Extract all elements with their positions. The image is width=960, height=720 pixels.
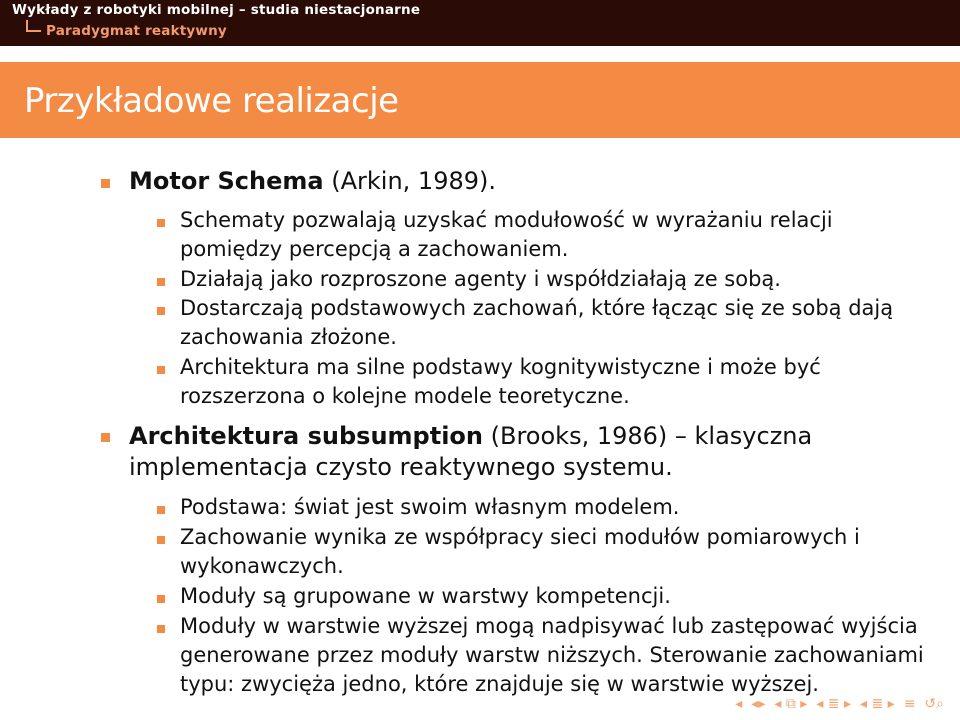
bullet-icon: [157, 366, 165, 374]
bullet-icon: [157, 278, 165, 286]
sub-item: Architektura ma silne podstawy kognitywistyczne i może być: [180, 355, 821, 379]
sub-item: Podstawa: świat jest swoim własnym modelem.: [180, 495, 680, 519]
nav-next-icon[interactable]: ◂ ≣ ▸: [816, 696, 851, 712]
beamer-navigation: [735, 694, 944, 714]
item-bold: Motor Schema: [129, 167, 324, 195]
sub-item: Zachowanie wynika ze współpracy sieci modułów pomiarowych i: [180, 525, 860, 549]
title-bar: [0, 62, 960, 138]
sub-item: Schematy pozwalają uzyskać modułowość w wyrażaniu relacji: [180, 208, 833, 232]
nav-search-icon[interactable]: ↺⌕: [924, 696, 944, 712]
slide-title: Przykładowe realizacje: [24, 81, 399, 121]
sub-item-cont: generowane przez moduły warstw niższych. Sterowanie zachowaniami: [180, 643, 924, 667]
bullet-icon: [157, 506, 165, 514]
bullet-icon: [157, 625, 165, 633]
sub-item: Moduły są grupowane w warstwy kompetencji.: [180, 584, 671, 608]
list-item-cont: implementacja czysto reaktywnego systemu.: [129, 453, 673, 481]
bullet-icon: [157, 536, 165, 544]
sub-item-cont: wykonawczych.: [180, 554, 344, 578]
bullet-icon: [157, 595, 165, 603]
nav-first-icon[interactable]: ◂: [735, 696, 743, 712]
tree-connector: [26, 20, 41, 32]
sub-item-cont: pomiędzy percepcją a zachowaniem.: [180, 237, 569, 261]
sub-item: Dostarczają podstawowych zachowań, które łącząc się ze sobą dają: [180, 296, 894, 320]
list-item: [129, 422, 812, 450]
header-bar: [0, 0, 960, 46]
nav-section-icon[interactable]: ◂ ≣ ▸: [860, 696, 895, 712]
bullet-icon: [101, 433, 110, 442]
item-text: (Brooks, 1986) – klasyczna: [483, 422, 813, 450]
sub-item: Działają jako rozproszone agenty i współdziałają ze sobą.: [180, 267, 781, 291]
item-text: (Arkin, 1989).: [323, 167, 496, 195]
section-title[interactable]: Paradygmat reaktywny: [46, 23, 227, 39]
item-bold: Architektura subsumption: [129, 422, 483, 450]
nav-prev-icon[interactable]: ◂▸: [751, 696, 766, 712]
sub-item-cont: zachowania złożone.: [180, 325, 397, 349]
bullet-icon: [101, 179, 110, 188]
sub-item-cont: rozszerzona o kolejne modele teoretyczne.: [180, 384, 630, 408]
bullet-icon: [157, 307, 165, 315]
bullet-icon: [157, 219, 165, 227]
sub-item-cont: typu: zwycięża jedno, które znajduje się w warstwie wyższej.: [180, 672, 819, 696]
nav-align-icon[interactable]: ≡: [903, 696, 916, 712]
course-title[interactable]: Wykłady z robotyki mobilnej – studia niestacjonarne: [12, 2, 421, 18]
nav-frame-icon[interactable]: ◂ ⧉ ▸: [774, 696, 808, 712]
list-item: [129, 167, 496, 195]
sub-item: Moduły w warstwie wyższej mogą nadpisywać lub zastępować wyjścia: [180, 614, 918, 638]
